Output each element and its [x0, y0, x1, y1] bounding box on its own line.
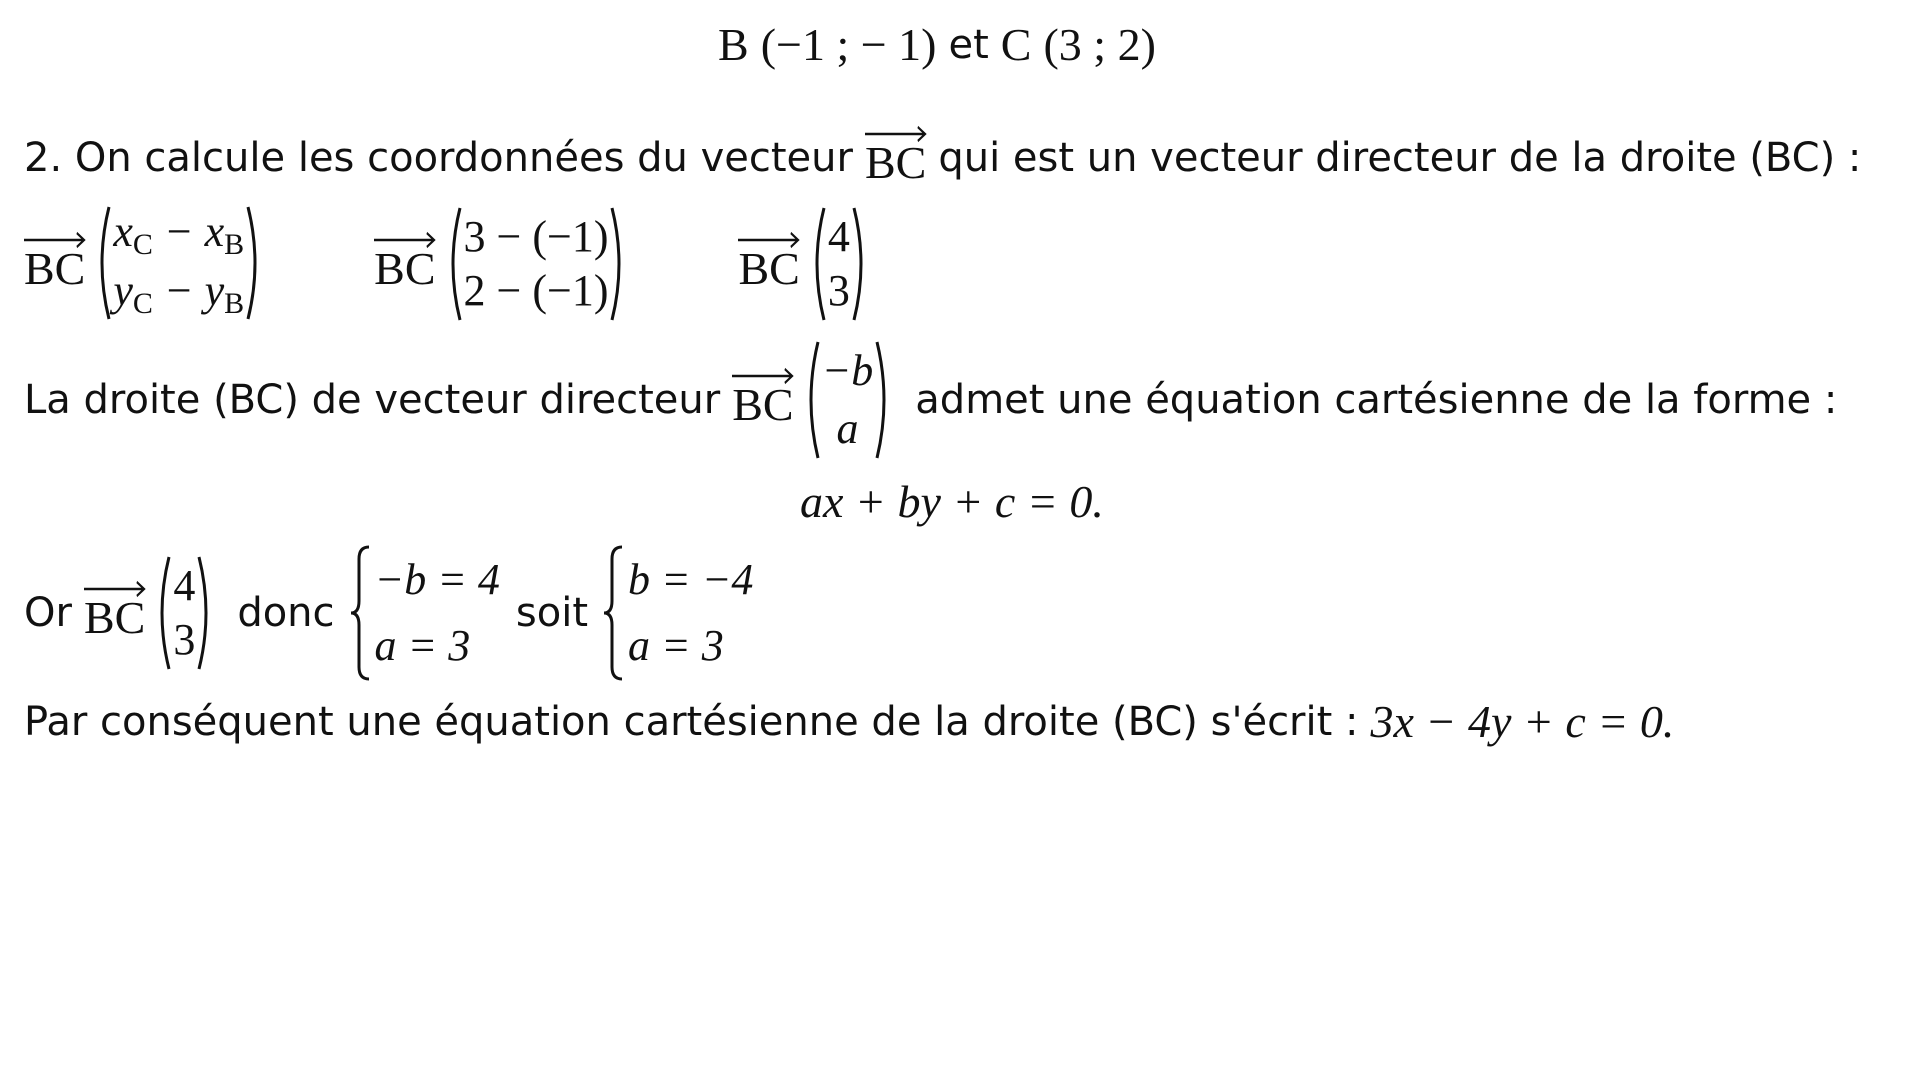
column-vector-director: [802, 340, 894, 460]
system-line: [24, 545, 769, 681]
column-vector-substituted: [444, 206, 629, 322]
vector-bc: [84, 585, 145, 641]
system-2-top: b = −4: [628, 555, 754, 604]
vector-arrow-icon: [374, 232, 435, 248]
coordinates-line: [24, 205, 870, 323]
column-vector-general: [93, 205, 264, 323]
left-paren-icon: [153, 555, 171, 671]
vector-bc: [24, 236, 85, 292]
left-brace-icon: [602, 545, 626, 681]
system-1: [349, 545, 502, 681]
vector-top-cell: 4: [827, 212, 850, 261]
vector-bottom-cell: 3: [173, 615, 196, 664]
right-paren-icon: [852, 206, 870, 322]
left-paren-icon: [802, 340, 820, 460]
vector-top-cell: xC − xB: [113, 207, 245, 261]
left-paren-icon: [93, 205, 111, 321]
right-paren-icon: [246, 205, 264, 321]
step-2-text-after: qui est un vecteur directeur de la droite (BC) :: [938, 135, 1862, 181]
right-paren-icon: [197, 555, 215, 671]
cartesian-text-before: La droite (BC) de vecteur directeur: [24, 377, 721, 423]
column-vector-result: [153, 555, 215, 671]
system-2-bottom: a = 3: [628, 621, 724, 670]
or-word: Or: [24, 590, 72, 636]
vector-top-cell: −b: [821, 346, 874, 395]
system-2: [602, 545, 755, 681]
vector-label: BC: [24, 243, 86, 294]
right-paren-icon: [610, 206, 628, 322]
vector-arrow-icon: [24, 232, 85, 248]
vector-top-cell: 3 − (−1): [463, 212, 609, 261]
cartesian-text-after: admet une équation cartésienne de la forme :: [915, 377, 1838, 423]
conclusion-text: Par conséquent une équation cartésienne de la droite (BC) s'écrit :: [24, 698, 1359, 745]
vector-bc: [732, 372, 793, 428]
vector-label: BC: [83, 592, 146, 643]
points-line: [718, 18, 1156, 71]
vector-label: BC: [732, 379, 794, 430]
conclusion-line: [24, 695, 1674, 748]
vector-arrow-icon: [732, 368, 793, 384]
step-2-text-before: 2. On calcule les coordonnées du vecteur: [24, 135, 853, 181]
vector-arrow-icon: [738, 232, 799, 248]
soit-word: soit: [515, 590, 589, 636]
point-c-label: C: [1000, 19, 1032, 70]
point-b-label: B: [718, 19, 749, 70]
donc-word: donc: [237, 590, 335, 636]
conjunction-et: et: [948, 21, 989, 68]
left-paren-icon: [808, 206, 826, 322]
general-equation-line: [800, 475, 1104, 528]
point-c-coords: (3 ; 2): [1043, 19, 1156, 70]
right-paren-icon: [875, 340, 893, 460]
left-brace-icon: [349, 545, 373, 681]
vector-top-cell: 4: [173, 561, 196, 610]
vector-bottom-cell: yC − yB: [113, 266, 245, 320]
vector-bottom-cell: a: [836, 404, 859, 453]
left-paren-icon: [444, 206, 462, 322]
system-1-bottom: a = 3: [374, 621, 471, 670]
vector-bc: [865, 130, 926, 186]
vector-label: BC: [374, 243, 436, 294]
vector-bottom-cell: 3: [827, 266, 850, 315]
point-b-coords: (−1 ; − 1): [760, 19, 937, 70]
vector-arrow-icon: [865, 126, 926, 142]
vector-bottom-cell: 2 − (−1): [463, 266, 609, 315]
cartesian-form-line: [24, 340, 1837, 460]
step-2-line: [24, 130, 1861, 186]
vector-bc: [738, 236, 799, 292]
vector-arrow-icon: [84, 581, 145, 597]
vector-label: BC: [738, 243, 800, 294]
general-equation: ax + by + c = 0.: [800, 476, 1104, 527]
column-vector-result: [808, 206, 870, 322]
system-1-top: −b = 4: [374, 555, 500, 604]
vector-bc: [374, 236, 435, 292]
final-equation: 3x − 4y + c = 0.: [1370, 696, 1675, 747]
vector-label: BC: [864, 137, 927, 188]
